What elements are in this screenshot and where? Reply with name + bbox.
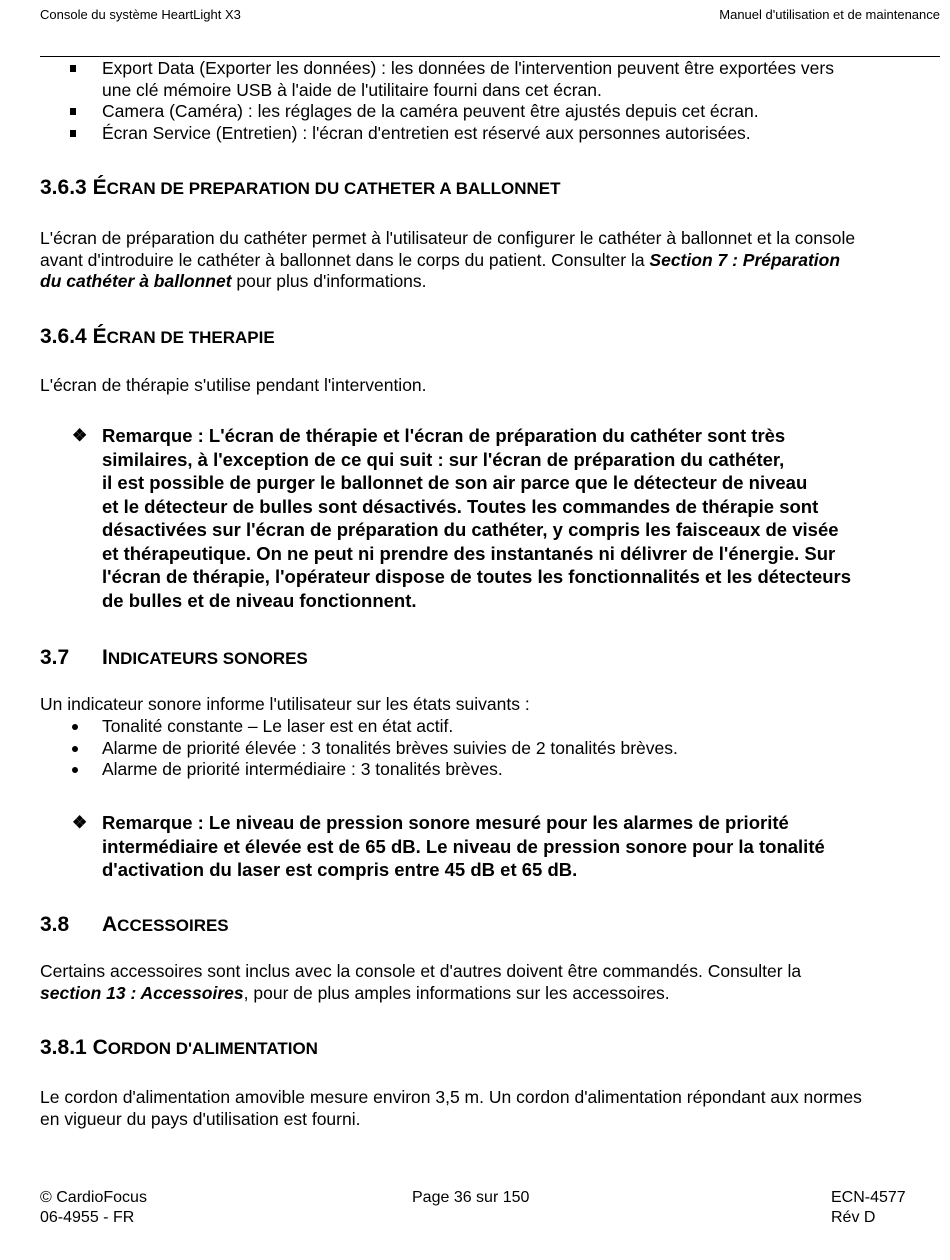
- square-bullet-icon: [70, 108, 76, 115]
- list-item: Tonalité constante – Le laser est en état actif.: [70, 716, 920, 738]
- list-item: Alarme de priorité intermédiaire : 3 tonalités brèves.: [70, 759, 920, 781]
- list-item: Export Data (Exporter les données) : les données de l'intervention peuvent être exportées vers une clé mémoire USB à l'aide de l'utilitaire fourni dans cet écran.: [70, 58, 940, 101]
- header-rule: [40, 56, 940, 57]
- paragraph-power-cord: Le cordon d'alimentation amovible mesure environ 3,5 m. Un cordon d'alimentation répondant aux normes en vigueur du pays d'utilisation est fourni.: [40, 1087, 862, 1129]
- footer-left: © CardioFocus 06-4955 - FR: [40, 1189, 147, 1226]
- bullet-icon: [72, 746, 78, 752]
- note-sound-pressure: ❖ Remarque : Le niveau de pression sonore mesuré pour les alarmes de priorité intermédiaire et élevée est de 65 dB. Le niveau de pression sonore pour la tonalité d'activation du laser est compris entre 45 dB et 65 dB.: [72, 812, 825, 880]
- screen-list: [70, 58, 940, 144]
- list-item: Camera (Caméra) : les réglages de la caméra peuvent être ajustés depuis cet écran.: [70, 101, 940, 123]
- note-therapy: ❖ Remarque : L'écran de thérapie et l'écran de préparation du cathéter sont très similaires, à l'exception de ce qui suit : sur l'écran de préparation du cathéter, il est possible de purger le ballonnet de son air parce que le détecteur de niveau et le détecteur de bulles sont désactivés. Toutes les commandes de thérapie sont désactivées sur l'écran de préparation du cathéter, y compris les faisceaux de visée et thérapeutique. On ne peut ni prendre des instantanés ni délivrer de l'énergie. Sur l'écran de thérapie, l'opérateur dispose de toutes les fonctionnalités et les détecteurs de bulles et de niveau fonctionnent.: [72, 425, 852, 611]
- paragraph-audio-indicator: Un indicateur sonore informe l'utilisateur sur les états suivants :: [40, 694, 530, 714]
- diamond-bullet-icon: ❖: [72, 813, 88, 832]
- footer-right: ECN-4577 Rév D: [831, 1189, 906, 1226]
- running-header-right: Manuel d'utilisation et de maintenance: [719, 7, 940, 22]
- audio-states-list: [70, 716, 920, 781]
- running-header-left: Console du système HeartLight X3: [40, 7, 241, 22]
- paragraph-preparation: L'écran de préparation du cathéter permet à l'utilisateur de configurer le cathéter à ballonnet et la console avant d'introduire le cathéter à ballonnet dans le corps du patient. Consulter la Section 7 : Préparation du cathéter à ballonnet pour plus d'informations.: [40, 228, 856, 291]
- list-item: Écran Service (Entretien) : l'écran d'entretien est réservé aux personnes autorisées.: [70, 123, 940, 145]
- section-heading-3-7: 3.7 INDICATEURS SONORES: [40, 646, 308, 669]
- diamond-bullet-icon: ❖: [72, 426, 88, 445]
- paragraph-therapy: L'écran de thérapie s'utilise pendant l'intervention.: [40, 375, 427, 395]
- square-bullet-icon: [70, 130, 76, 137]
- paragraph-accessories: Certains accessoires sont inclus avec la console et d'autres doivent être commandés. Consulter la section 13 : Accessoires, pour de plus amples informations sur les accessoires.: [40, 961, 802, 1003]
- section-heading-3-8: 3.8 ACCESSOIRES: [40, 913, 229, 936]
- square-bullet-icon: [70, 65, 76, 72]
- section-7-reference-cont: du cathéter à ballonnet: [40, 271, 232, 291]
- section-heading-3-8-1: 3.8.1 CORDON D'ALIMENTATION: [40, 1036, 318, 1059]
- list-item: Alarme de priorité élevée : 3 tonalités brèves suivies de 2 tonalités brèves.: [70, 738, 920, 760]
- section-heading-3-6-3: 3.6.3 ÉCRAN DE PREPARATION DU CATHETER A BALLONNET: [40, 176, 561, 199]
- section-13-reference: section 13 : Accessoires: [40, 982, 244, 1003]
- bullet-icon: [72, 724, 78, 730]
- page-number: Page 36 sur 150: [412, 1189, 530, 1206]
- section-heading-3-6-4: 3.6.4 ÉCRAN DE THERAPIE: [40, 325, 275, 348]
- bullet-icon: [72, 767, 78, 773]
- section-7-reference: Section 7 : Préparation: [649, 249, 841, 270]
